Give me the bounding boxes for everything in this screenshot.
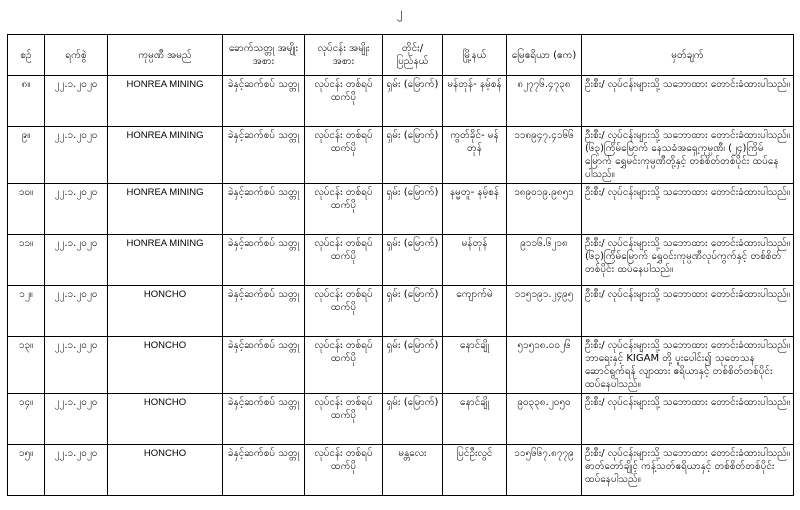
- row-township: ကွတ်ခိုင်- မန်တုန်: [443, 127, 507, 184]
- row-region: ရှမ်း (မြောက်): [383, 394, 443, 445]
- row-region: ရှမ်း (မြောက်): [383, 286, 443, 337]
- row-remark: ဦးစီး/ လုပ်ငန်းများသို့ သဘောထား တောင်းခံထားပါသည်။ (၆၃)ကြိမ်မြောက် နေသခံအရှေ့ကုမ္ပဏီ၊ (၂၄)ကြိမ်မြောက် ရွှေမင်းကုမ္ပဏီတို့နှင့် တစ်စိတ်တစ်ပိုင်း ထပ်နေပါသည်။: [582, 127, 794, 184]
- row-date: ၂၂.၁.၂၀၂၀: [45, 76, 108, 127]
- row-date: ၂၂.၁.၂၀၂၀: [45, 286, 108, 337]
- mining-license-table: [7, 34, 794, 496]
- row-date: ၂၂.၁.၂၀၂၀: [45, 445, 108, 496]
- row-date: ၂၂.၁.၂၀၂၀: [45, 235, 108, 286]
- row-remark: ဦးစီး/ လုပ်ငန်းများသို့ သဘောထား တောင်းခံထားပါသည်။: [582, 184, 794, 235]
- header-work-type: လုပ်ငန်း အမျိုးအစား: [305, 35, 383, 76]
- header-company: ကုမ္ပဏီ အမည်: [108, 35, 223, 76]
- row-metal-type: ခဲနှင့်ဆက်စပ် သတ္တု: [223, 445, 305, 496]
- header-region: တိုင်း/ ပြည်နယ်: [383, 35, 443, 76]
- row-date: ၂၂.၁.၂၀၂၀: [45, 184, 108, 235]
- row-metal-type: ခဲနှင့်ဆက်စပ် သတ္တု: [223, 337, 305, 394]
- row-region: ရှမ်း (မြောက်): [383, 337, 443, 394]
- row-no: ၁၂။: [8, 286, 45, 337]
- row-area: ၉၀၃၃၈.၂၀၅၀: [507, 394, 582, 445]
- row-no: ၁၀။: [8, 184, 45, 235]
- row-company: HONREA MINING: [108, 76, 223, 127]
- row-metal-type: ခဲနှင့်ဆက်စပ် သတ္တု: [223, 184, 305, 235]
- row-region: ရှမ်း (မြောက်): [383, 235, 443, 286]
- header-remark: မှတ်ချက်: [582, 35, 794, 76]
- row-date: ၂၂.၁.၂၀၂၀: [45, 127, 108, 184]
- row-work-type: လုပ်ငန်း တစ်ရပ်ထက်ပို: [305, 235, 383, 286]
- row-remark: ဦးစီး/ လုပ်ငန်းများသို့ သဘောထား တောင်းခံထားပါသည်။ ဘာရေးနှင့် KIGAM တို့ ပူးပေါင်း၍ သုတေသနဆောင်ရွက်ရန် လျာထား ဧရိယာနှင့် တစ်စိတ်တစ်ပိုင်း ထပ်နေပါသည်။: [582, 337, 794, 394]
- row-work-type: လုပ်ငန်း တစ်ရပ်ထက်ပို: [305, 286, 383, 337]
- row-date: ၂၂.၁.၂၀၂၀: [45, 337, 108, 394]
- row-company: HONCHO: [108, 394, 223, 445]
- row-region: ရှမ်း (မြောက်): [383, 76, 443, 127]
- row-area: ၁၁၅၁၉၁.၂၄၉၅: [507, 286, 582, 337]
- header-date: ရက်စွဲ: [45, 35, 108, 76]
- table-row: [8, 184, 794, 235]
- table-row: [8, 445, 794, 496]
- row-company: HONCHO: [108, 445, 223, 496]
- row-work-type: လုပ်ငန်း တစ်ရပ်ထက်ပို: [305, 76, 383, 127]
- row-date: ၂၂.၁.၂၀၂၀: [45, 394, 108, 445]
- row-remark: ဦးစီး/ လုပ်ငန်းများသို့ သဘောထား တောင်းခံထားပါသည်။: [582, 76, 794, 127]
- row-work-type: လုပ်ငန်း တစ်ရပ်ထက်ပို: [305, 337, 383, 394]
- row-township: နောင်ချို: [443, 394, 507, 445]
- row-township: ကျောက်မဲ: [443, 286, 507, 337]
- row-work-type: လုပ်ငန်း တစ်ရပ်ထက်ပို: [305, 127, 383, 184]
- table-row: [8, 235, 794, 286]
- row-no: ၈။: [8, 76, 45, 127]
- row-region: မန္တလေး: [383, 445, 443, 496]
- row-work-type: လုပ်ငန်း တစ်ရပ်ထက်ပို: [305, 445, 383, 496]
- row-metal-type: ခဲနှင့်ဆက်စပ် သတ္တု: [223, 394, 305, 445]
- row-company: HONCHO: [108, 286, 223, 337]
- page-number: ၂: [397, 5, 403, 19]
- row-work-type: လုပ်ငန်း တစ်ရပ်ထက်ပို: [305, 394, 383, 445]
- row-region: ရှမ်း (မြောက်): [383, 184, 443, 235]
- table-row: [8, 337, 794, 394]
- row-remark: ဦးစီး/ လုပ်ငန်းများသို့ သဘောထား တောင်းခံထားပါသည်။ ဓာတ်တော်ချိုင့် ကန့်သတ်ဧရိယာနှင့် တစ်စိတ်တစ်ပိုင်း ထပ်နေပါသည်။: [582, 445, 794, 496]
- row-work-type: လုပ်ငန်း တစ်ရပ်ထက်ပို: [305, 184, 383, 235]
- row-township: မန်တုန်- နမ့်စန်: [443, 76, 507, 127]
- row-no: ၁၄။: [8, 394, 45, 445]
- table-row: [8, 394, 794, 445]
- header-area: မြေဧရိယာ (ဧက): [507, 35, 582, 76]
- row-no: ၁၁။: [8, 235, 45, 286]
- row-remark: ဦးစီး/ လုပ်ငန်းများသို့ သဘောထား တောင်းခံထားပါသည်။: [582, 286, 794, 337]
- header-metal-type: ခောက်သတ္တု အမျိုးအစား: [223, 35, 305, 76]
- row-remark: ဦးစီး/ လုပ်ငန်းများသို့ သဘောထား တောင်းခံထားပါသည်။: [582, 394, 794, 445]
- table-row: [8, 127, 794, 184]
- row-metal-type: ခဲနှင့်ဆက်စပ် သတ္တု: [223, 127, 305, 184]
- row-area: ၉၁၁၆.၆၂၁၈: [507, 235, 582, 286]
- row-company: HONREA MINING: [108, 184, 223, 235]
- row-metal-type: ခဲနှင့်ဆက်စပ် သတ္တု: [223, 76, 305, 127]
- row-township: ပြင်ဦးလွင်: [443, 445, 507, 496]
- header-township: မြို့နယ်: [443, 35, 507, 76]
- header-no: စဉ်: [8, 35, 45, 76]
- row-no: ၁၃။: [8, 337, 45, 394]
- table-row: [8, 286, 794, 337]
- row-area: ၁၈၉၀၁၉.၉၈၅၁: [507, 184, 582, 235]
- row-area: ၅၁၅၁၈.၀၀၂၆: [507, 337, 582, 394]
- table-row: [8, 76, 794, 127]
- row-area: ၁၁၅၆၆၇.၈၇၇၉: [507, 445, 582, 496]
- row-company: HONREA MINING: [108, 127, 223, 184]
- row-region: ရှမ်း (မြောက်): [383, 127, 443, 184]
- row-no: ၉။: [8, 127, 45, 184]
- row-remark: ဦးစီး/ လုပ်ငန်းများသို့ သဘောထား တောင်းခံထားပါသည်။ (၆၃)ကြိမ်မြောက် ရွှေဝင်းကုမ္ပဏီလုပ်ကွက်နှင့် တစ်စိတ်တစ်ပိုင်း ထပ်နေပါသည်။: [582, 235, 794, 286]
- row-area: ၈၂၇၇၆.၄၇၃၈: [507, 76, 582, 127]
- row-area: ၁၁၈၉၄၇.၄၁၆၆: [507, 127, 582, 184]
- row-metal-type: ခဲနှင့်ဆက်စပ် သတ္တု: [223, 235, 305, 286]
- table-header-row: [8, 35, 794, 76]
- row-metal-type: ခဲနှင့်ဆက်စပ် သတ္တု: [223, 286, 305, 337]
- row-company: HONREA MINING: [108, 235, 223, 286]
- row-township: နမ္မတူ- နမ့်စန်: [443, 184, 507, 235]
- row-township: နောင်ချို: [443, 337, 507, 394]
- row-no: ၁၅။: [8, 445, 45, 496]
- row-company: HONCHO: [108, 337, 223, 394]
- row-township: မန်တုန်: [443, 235, 507, 286]
